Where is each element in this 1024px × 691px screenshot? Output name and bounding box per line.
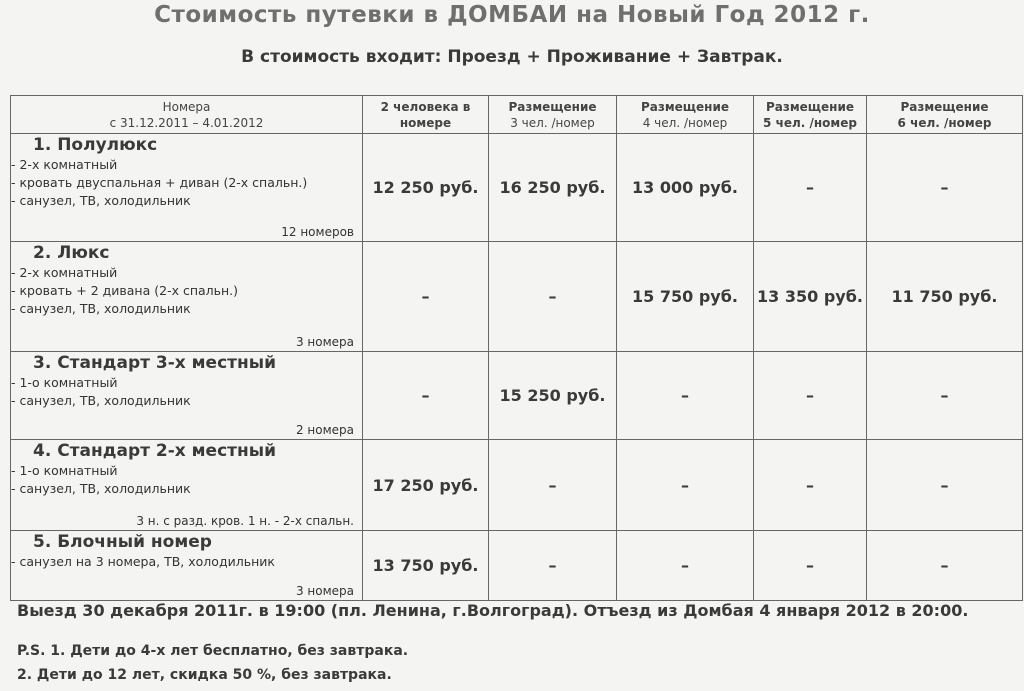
header-5-persons-line1: Размещение: [765, 99, 855, 114]
room-feature: - 1-о комнатный: [11, 463, 118, 478]
price-6-persons: –: [867, 531, 1023, 601]
header-6-persons-line2: 6 чел. /номер: [897, 115, 992, 130]
table-row: [11, 242, 1023, 352]
room-feature: - кровать двуспальная + диван (2-х спальн.): [11, 175, 308, 190]
room-count: 3 номера: [295, 584, 354, 598]
header-rooms: [11, 96, 363, 134]
price-2-persons: 17 250 руб.: [363, 440, 489, 531]
ps-note-2: 2. Дети до 12 лет, скидка 50 %, без завтрака.: [17, 667, 392, 683]
price-5-persons: 13 350 руб.: [754, 242, 867, 352]
price-5-persons: –: [754, 352, 867, 440]
departure-info: Выезд 30 декабря 2011г. в 19:00 (пл. Ленина, г.Волгоград). Отъезд из Домбая 4 января 2012 в 20:00.: [17, 601, 969, 620]
room-feature: - 1-о комнатный: [11, 375, 118, 390]
room-feature: - кровать + 2 дивана (2-х спальн.): [11, 283, 239, 298]
header-3-persons-line1: Размещение: [508, 99, 597, 114]
room-name: 5. Блочный номер: [33, 532, 212, 552]
price-4-persons: 15 750 руб.: [617, 242, 754, 352]
header-4-persons-line2: 4 чел. /номер: [642, 115, 728, 130]
room-count: 2 номера: [295, 423, 354, 437]
header-3-persons: [489, 96, 617, 134]
room-feature: - санузел, ТВ, холодильник: [11, 393, 191, 408]
header-3-persons-line2: 3 чел. /номер: [510, 115, 595, 130]
header-2-persons: [363, 96, 489, 134]
price-5-persons: –: [754, 134, 867, 242]
table-row: [11, 134, 1023, 242]
header-6-persons-line1: Размещение: [900, 99, 989, 114]
room-count: 12 номеров: [281, 225, 354, 239]
ps-note-1: P.S. 1. Дети до 4-х лет бесплатно, без завтрака.: [17, 643, 409, 659]
room-cell: [11, 352, 363, 440]
price-4-persons: –: [617, 531, 754, 601]
page-title: Стоимость путевки в ДОМБАИ на Новый Год 2012 г.: [154, 2, 870, 28]
room-cell: [11, 531, 363, 601]
price-2-persons: –: [363, 352, 489, 440]
room-count: 3 н. с разд. кров. 1 н. - 2-х спальн.: [136, 514, 354, 528]
room-feature: - санузел, ТВ, холодильник: [11, 481, 191, 496]
room-feature: - 2-х комнатный: [11, 265, 118, 280]
price-6-persons: –: [867, 134, 1023, 242]
header-2-persons-line2: номере: [399, 115, 452, 130]
price-3-persons: –: [489, 440, 617, 531]
price-6-persons: –: [867, 440, 1023, 531]
price-3-persons: 16 250 руб.: [489, 134, 617, 242]
price-3-persons: –: [489, 242, 617, 352]
header-6-persons: [867, 96, 1023, 134]
room-feature: - 2-х комнатный: [11, 157, 118, 172]
header-5-persons-line2: 5 чел. /номер: [763, 115, 857, 130]
header-rooms-dates: с 31.12.2011 – 4.01.2012: [109, 115, 264, 130]
header-rooms-title: Номера: [162, 99, 211, 114]
room-cell: [11, 134, 363, 242]
header-4-persons: [617, 96, 754, 134]
price-6-persons: –: [867, 352, 1023, 440]
room-name: 4. Стандарт 2-х местный: [33, 441, 277, 461]
header-2-persons-line1: 2 человека в: [380, 99, 471, 114]
room-feature: - санузел, ТВ, холодильник: [11, 193, 191, 208]
room-name: 3. Стандарт 3-х местный: [33, 353, 277, 373]
room-cell: [11, 440, 363, 531]
price-2-persons: –: [363, 242, 489, 352]
table-header-row: [11, 96, 1023, 134]
price-table: [10, 95, 1023, 601]
room-feature: - санузел на 3 номера, ТВ, холодильник: [11, 554, 275, 569]
page-subtitle: В стоимость входит: Проезд + Проживание + Завтрак.: [241, 47, 783, 67]
price-2-persons: 12 250 руб.: [363, 134, 489, 242]
room-feature: - санузел, ТВ, холодильник: [11, 301, 191, 316]
price-4-persons: 13 000 руб.: [617, 134, 754, 242]
price-4-persons: –: [617, 440, 754, 531]
price-5-persons: –: [754, 531, 867, 601]
room-cell: [11, 242, 363, 352]
price-3-persons: –: [489, 531, 617, 601]
header-5-persons: [754, 96, 867, 134]
header-4-persons-line1: Размещение: [640, 99, 730, 114]
price-4-persons: –: [617, 352, 754, 440]
table-row: [11, 352, 1023, 440]
price-2-persons: 13 750 руб.: [363, 531, 489, 601]
price-6-persons: 11 750 руб.: [867, 242, 1023, 352]
price-3-persons: 15 250 руб.: [489, 352, 617, 440]
table-row: [11, 440, 1023, 531]
room-name: 1. Полулюкс: [33, 135, 158, 155]
table-row: [11, 531, 1023, 601]
price-5-persons: –: [754, 440, 867, 531]
room-name: 2. Люкс: [33, 243, 110, 263]
room-count: 3 номера: [295, 335, 354, 349]
